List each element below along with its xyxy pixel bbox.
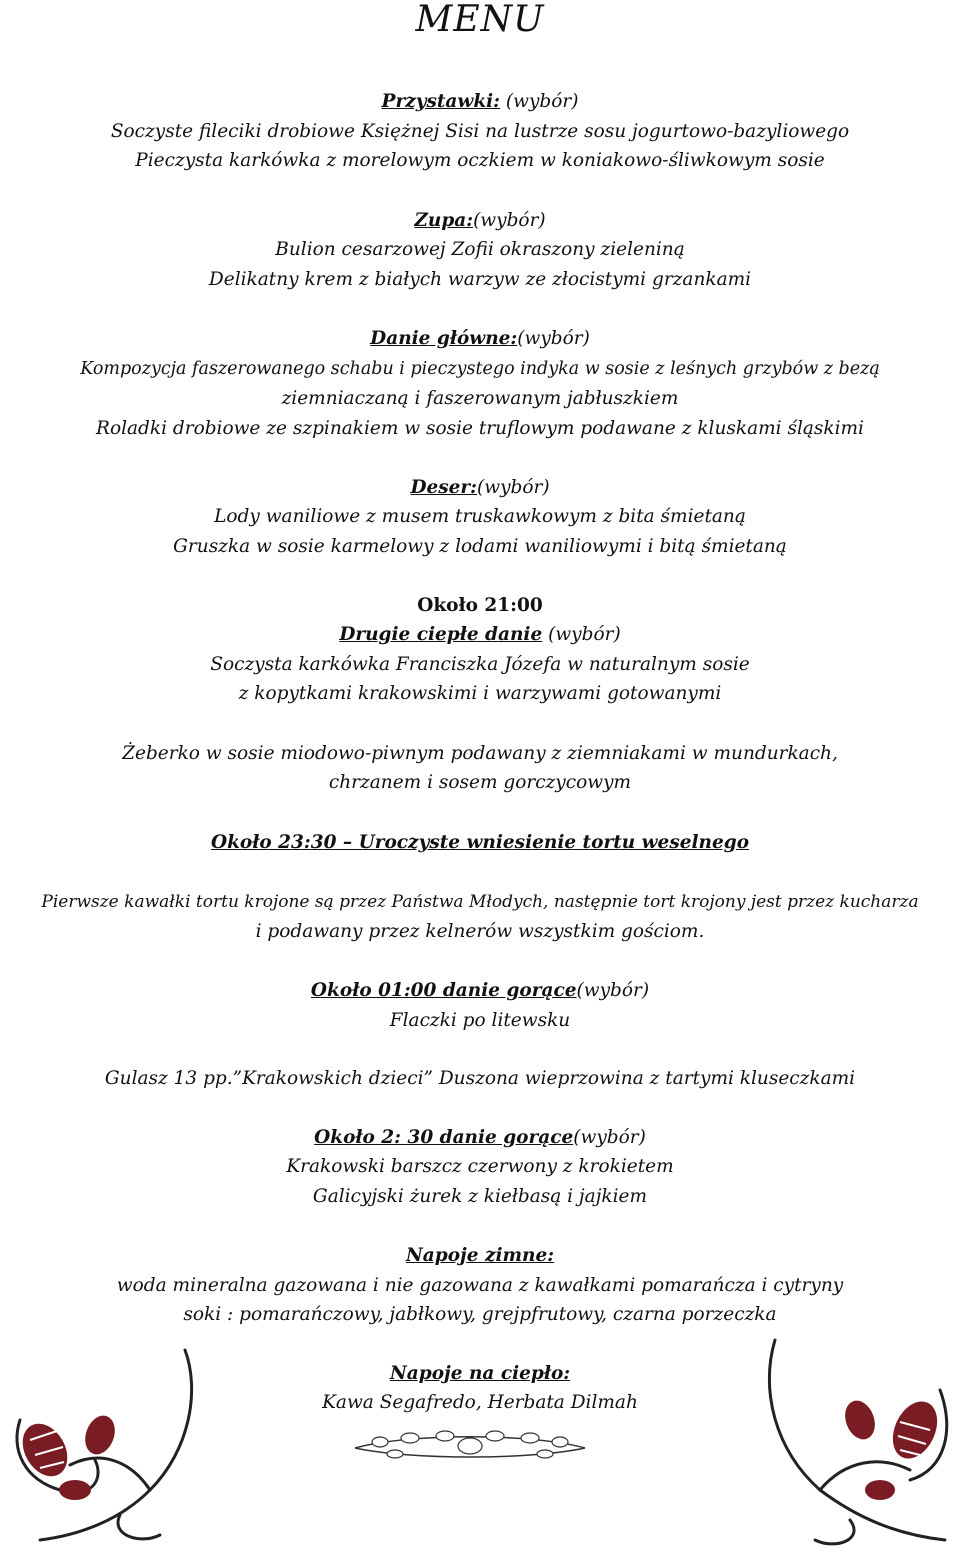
choice-label: (wybór) [517,328,590,349]
heading-label: Napoje na ciepło: [389,1363,571,1384]
menu-item: Gulasz 13 pp.”Krakowskich dzieci” Duszona wieprzowina z tartymi kluseczkami [104,1068,856,1089]
heading-label: Około 23:30 – Uroczyste wniesienie tortu weselnego [210,832,750,853]
menu-item: i podawany przez kelnerów wszystkim gościom. [255,921,705,942]
time-heading-21 [0,594,960,618]
time-label: Około 21:00 [417,595,543,616]
section-heading-drugie-danie [0,623,960,647]
heading-label: Zupa: [414,210,474,231]
menu-item: Soczysta karkówka Franciszka Józefa w naturalnym sosie [210,654,750,675]
section-heading-deser [0,476,960,500]
menu-item: z kopytkami krakowskimi i warzywami gotowanymi [238,683,722,704]
menu-item: Galicyjski żurek z kiełbasą i jajkiem [312,1186,648,1207]
choice-label: (wybór) [576,980,650,1001]
choice-label: (wybór) [500,91,579,112]
section-heading-tort [0,831,960,855]
section-heading-napoje-zimne [0,1244,960,1268]
heading-label: Drugie ciepłe danie [339,624,543,645]
heading-label: Około 01:00 danie gorące [310,980,577,1001]
section-heading-okolo-01 [0,979,960,1003]
choice-label: (wybór) [473,210,546,231]
floral-swirl-icon [750,1330,960,1553]
menu-item: Roladki drobiowe ze szpinakiem w sosie truflowym podawane z kluskami śląskimi [96,418,864,439]
menu-item: Delikatny krem z białych warzyw ze złocistymi grzankami [208,269,752,290]
heading-label: Napoje zimne: [405,1245,555,1266]
menu-item: Gruszka w sosie karmelowy z lodami waniliowymi i bitą śmietaną [173,536,787,557]
menu-item: Krakowski barszcz czerwony z krokietem [286,1156,674,1177]
choice-label: (wybór) [477,477,550,498]
menu-item: Soczyste fileciki drobiowe Księżnej Sisi na lustrze sosu jogurtowo-bazyliowego [110,121,850,142]
section-heading-okolo-2 [0,1126,960,1150]
menu-item: Pierwsze kawałki tortu krojone są przez Państwa Młodych, następnie tort krojony jest przez kucharza [41,892,919,912]
menu-item: Pieczysta karkówka z morelowym oczkiem w koniakowo-śliwkowym sosie [135,150,825,171]
menu-item: Flaczki po litewsku [389,1010,571,1031]
menu-item: chrzanem i sosem gorczycowym [328,772,632,793]
menu-item: Lody waniliowe z musem truskawkowym z bita śmietaną [214,506,746,527]
heading-label: Deser: [410,477,478,498]
menu-item: woda mineralna gazowana i nie gazowana z kawałkami pomarańcza i cytryny [116,1275,844,1296]
section-heading-zupa [0,209,960,233]
heading-label: Danie główne: [370,328,518,349]
choice-label: (wybór) [542,624,621,645]
menu-item: Bulion cesarzowej Zofii okraszony zieleniną [275,239,685,260]
heading-label: Przystawki: [381,91,501,112]
section-heading-danie-glowne [0,327,960,351]
menu-item: soki : pomarańczowy, jabłkowy, grejpfrutowy, czarna porzeczka [183,1304,777,1325]
choice-label: (wybór) [573,1127,646,1148]
menu-item: Kompozycja faszerowanego schabu i pieczystego indyka w sosie z leśnych grzybów z bezą [80,359,880,379]
menu-item: Żeberko w sosie miodowo-piwnym podawany z ziemniakami w mundurkach, [122,743,838,764]
heading-label: Około 2: 30 danie gorące [314,1127,574,1148]
floral-swirl-icon [0,1340,210,1553]
menu-item: ziemniaczaną i faszerowanym jabłuszkiem [281,388,679,409]
menu-title: MENU [415,0,545,40]
section-heading-przystawki [0,90,960,114]
leaf-garland-icon [350,1428,590,1464]
menu-item: Kawa Segafredo, Herbata Dilmah [322,1392,638,1413]
